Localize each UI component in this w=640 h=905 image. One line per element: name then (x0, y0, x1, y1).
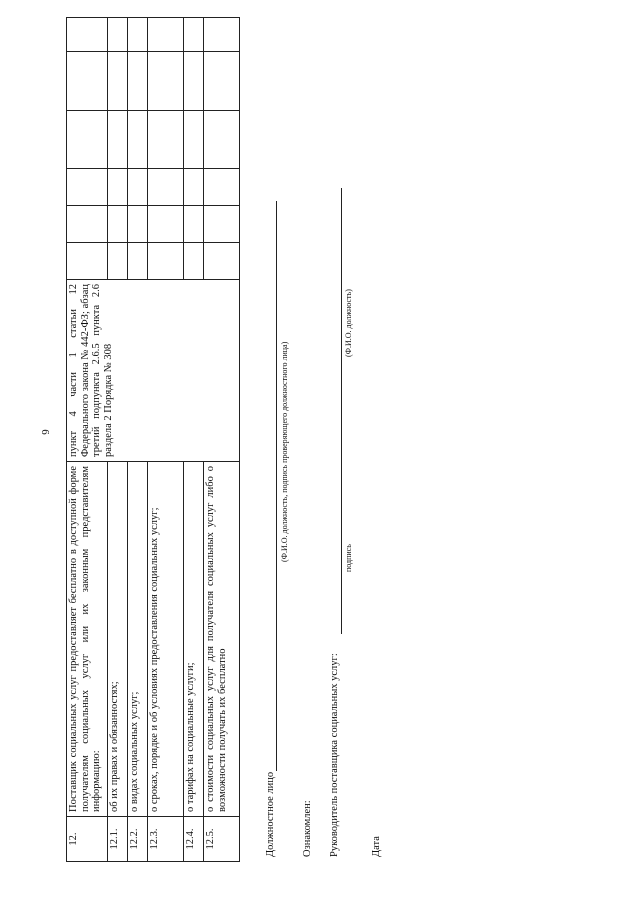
cell-empty (67, 18, 108, 52)
cell-empty (128, 206, 148, 243)
cell-empty (148, 243, 184, 280)
cell-empty (148, 169, 184, 206)
cell-empty (148, 52, 184, 111)
cell-empty (204, 111, 240, 169)
cell-empty (67, 206, 108, 243)
head-signature-line (341, 488, 342, 634)
cell-empty (128, 52, 148, 111)
row-number: 12.5. (204, 817, 240, 862)
row-number: 12.2. (128, 817, 148, 862)
cell-empty (108, 18, 128, 52)
cell-empty (128, 111, 148, 169)
cell-empty (108, 111, 128, 169)
cell-empty (148, 111, 184, 169)
cell-empty (128, 169, 148, 206)
requirement-text: Поставщик социальных услуг предоставляет бесплатно в доступной форме получателям социальных услуг или их законным представителям информацию: (67, 462, 108, 817)
cell-empty (184, 243, 204, 280)
date-label: Дата (371, 836, 382, 857)
cell-empty (148, 206, 184, 243)
cell-empty (67, 111, 108, 169)
head-caption: (Ф.И.О. должность) (344, 289, 353, 357)
cell-empty (204, 169, 240, 206)
cell-empty (184, 18, 204, 52)
requirement-text: о стоимости социальных услуг для получателя социальных услуг либо о возможности получать их бесплатно (204, 462, 240, 817)
signature-caption: подпись (344, 544, 353, 572)
official-signature-line (276, 201, 277, 771)
requirement-text: о сроках, порядке и об условиях предоставления социальных услуг; (148, 462, 184, 817)
cell-empty (108, 243, 128, 280)
cell-empty (184, 52, 204, 111)
cell-empty (108, 206, 128, 243)
row-number: 12.1. (108, 817, 128, 862)
row-number: 12. (67, 817, 108, 862)
cell-empty (128, 243, 148, 280)
acquainted-label: Ознакомлен: (302, 800, 313, 857)
cell-empty (67, 243, 108, 280)
cell-empty (184, 206, 204, 243)
cell-empty (108, 169, 128, 206)
requirement-text: о тарифах на социальные услуги; (184, 462, 204, 817)
checklist-table (66, 17, 240, 862)
cell-empty (148, 18, 184, 52)
cell-empty (67, 52, 108, 111)
row-number: 12.4. (184, 817, 204, 862)
cell-empty (67, 169, 108, 206)
official-caption: (Ф.И.О. должность, подпись проверяющего должностного лица) (280, 341, 289, 562)
cell-empty (204, 243, 240, 280)
cell-empty (184, 111, 204, 169)
cell-empty (108, 52, 128, 111)
cell-empty (204, 52, 240, 111)
rotated-sheet (66, 18, 386, 862)
head-label: Руководитель поставщика социальных услуг: (329, 653, 340, 857)
row-number: 12.3. (148, 817, 184, 862)
official-label: Должностное лицо (265, 771, 276, 857)
cell-empty (204, 18, 240, 52)
requirement-text: об их правах и обязанностях; (108, 462, 128, 817)
requirement-text: о видах социальных услуг; (128, 462, 148, 817)
cell-empty (204, 206, 240, 243)
page-number: 6 (38, 429, 51, 435)
cell-empty (128, 18, 148, 52)
table-row (67, 18, 108, 862)
legal-basis: пункт 4 части 1 статьи 12 Федерального закона № 442-ФЗ; абзац третий подпункта 2.6.5 пункта 2.6 раздела 2 Порядка № 308 (67, 280, 240, 462)
cell-empty (184, 169, 204, 206)
head-name-line (341, 188, 342, 488)
